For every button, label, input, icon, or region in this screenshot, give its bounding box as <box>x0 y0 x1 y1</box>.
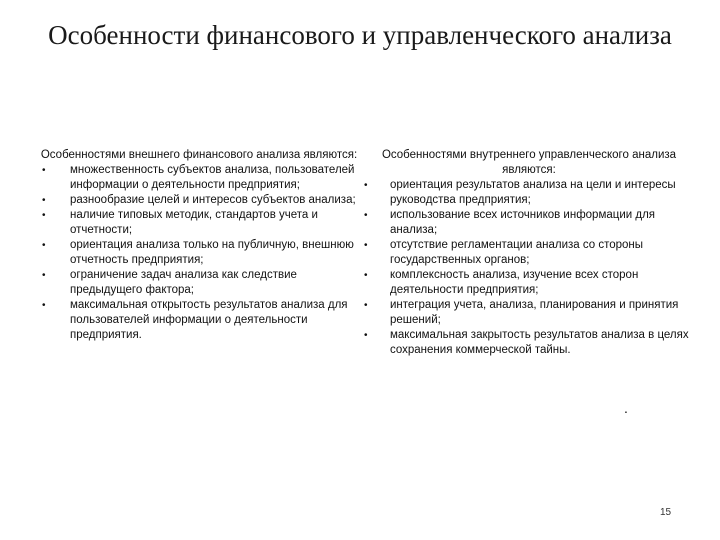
page-number: 15 <box>660 507 672 518</box>
list-item: • максимальная открытость результатов анализа для пользователей информации о деятельности предприятия. <box>42 299 348 341</box>
list-item: • отсутствие регламентации анализа со стороны государственных органов; <box>364 239 644 266</box>
list-item: • ориентация анализа только на публичную, внешнюю отчетность предприятия; <box>42 239 354 266</box>
bullet-icon: • <box>364 270 368 281</box>
bullet-icon: • <box>42 195 46 206</box>
internal-analysis-column <box>364 148 694 358</box>
trailing-mark: . <box>624 400 628 416</box>
list-item: • комплексность анализа, изучение всех сторон деятельности предприятия; <box>364 269 639 296</box>
list-item: • наличие типовых методик, стандартов учета и отчетности; <box>42 209 318 236</box>
bullet-icon: • <box>42 210 46 221</box>
list-item: • множественность субъектов анализа, пользователей информации о деятельности предприятия; <box>42 164 355 191</box>
bullet-icon: • <box>42 240 46 251</box>
list-item: • ориентация результатов анализа на цели и интересы руководства предприятия; <box>364 179 676 206</box>
external-analysis-column <box>34 148 364 343</box>
bullet-icon: • <box>42 270 46 281</box>
bullet-icon: • <box>364 300 368 311</box>
internal-analysis-list <box>364 178 694 358</box>
list-item: • разнообразие целей и интересов субъектов анализа; <box>42 194 356 206</box>
bullet-icon: • <box>42 165 46 176</box>
list-item: • ограничение задач анализа как следствие предыдущего фактора; <box>42 269 297 296</box>
slide-title: Особенности финансового и управленческого анализа <box>48 20 672 50</box>
list-item: • использование всех источников информации для анализа; <box>364 209 656 236</box>
bullet-icon: • <box>364 330 368 341</box>
list-item: • максимальная закрытость результатов анализа в целях сохранения коммерческой тайны. <box>364 329 689 356</box>
external-analysis-list <box>34 163 364 343</box>
internal-analysis-heading: Особенностями внутреннего управленческого анализа являются: <box>381 149 677 176</box>
bullet-icon: • <box>364 210 368 221</box>
external-analysis-heading: Особенностями внешнего финансового анализа являются: <box>40 149 358 161</box>
list-item: • интеграция учета, анализа, планирования и принятия решений; <box>364 299 679 326</box>
bullet-icon: • <box>42 300 46 311</box>
bullet-icon: • <box>364 180 368 191</box>
bullet-icon: • <box>364 240 368 251</box>
